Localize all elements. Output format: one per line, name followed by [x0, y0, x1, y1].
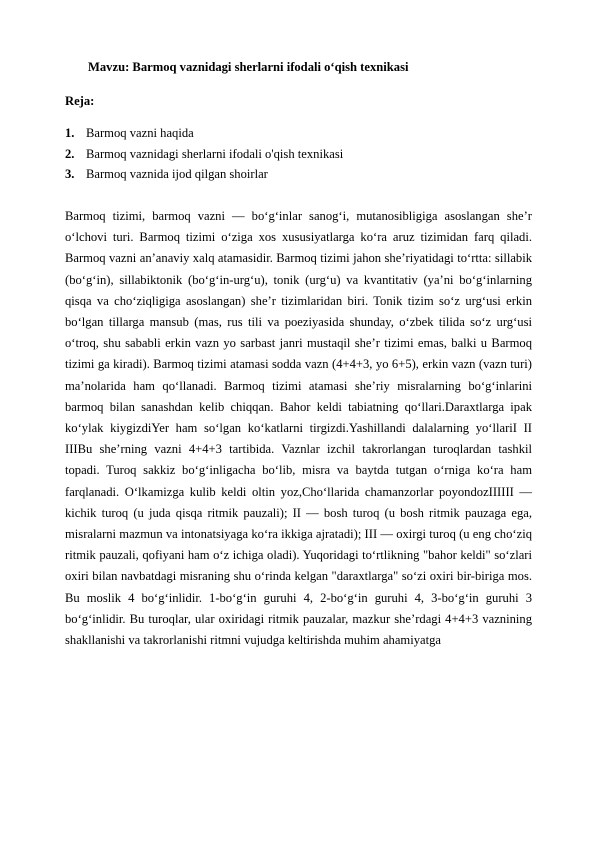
plan-item-text: Barmoq vaznida ijod qilgan shoirlar	[86, 167, 268, 181]
document-title: Mavzu: Barmoq vaznidagi sherlarni ifodali o‘qish texnikasi	[88, 60, 409, 74]
plan-list	[65, 126, 343, 188]
plan-item-number: 1.	[65, 126, 75, 140]
plan-item	[65, 167, 343, 188]
plan-item	[65, 126, 343, 147]
plan-item-number: 2.	[65, 146, 75, 161]
plan-item-number: 3.	[65, 167, 75, 181]
plan-item	[65, 147, 343, 168]
plan-label: Reja:	[65, 94, 95, 108]
body-paragraph: Barmoq tizimi, barmoq vazni — bo‘g‘inlar sanog‘i, mutanosibligiga asoslangan she’r o‘lchovi turi. Barmoq tizimi o‘ziga xos xususiyatlarga ko‘ra aruz tizimidan farq qiladi. Barmoq vazni an’anaviy xalq atamasidir. Barmoq tizimi jahon she’riyatidagi to‘rtta: sillabik (bo‘g‘in), sillabiktonik (bo‘g‘in-urg‘u), tonik (urg‘u) va kvantitativ (ya’ni bo‘g‘inlarning qisqa va cho‘ziqligiga asoslangan) she’r tizimlaridan biri. Tonik tizim so‘z urg‘usi erkin bo‘lgan tillarga mansub (mas, rus tili va poeziyasida shunday, o‘zbek tilida so‘z urg‘usi o‘troq, shu sababli erkin vazn yo sarbast janri mustaqil she’r tizimi emas, balki u Barmoq tizimi ga kiradi). Barmoq tizimi atamasi sodda vazn (4+4+3, yo 6+5), erkin vazn (vazn turi) ma’nolarida ham qo‘llanadi. Barmoq tizimi atamasi she’riy misralarning bo‘g‘inlarini barmoq bilan sanashdan kelib chiqqan. Bahor keldi tabiatning qo‘llari.Daraxtlarga ipak ko‘ylak kiygizdiYer ham so‘lgan ko‘katlarni tirgizdi.Yashillandi dalalarning yo‘llariI II IIIBu she’rning vazni 4+4+3 tartibida. Vaznlar izchil takrorlangan turoqlardan tashkil topadi. Turoq sakkiz bo‘g‘inligacha bo‘lib, misra va baytda tutgan o‘rniga ko‘ra ham farqlanadi. O‘lkamizga kulib keldi oltin yoz,Cho‘llarida chamanzorlar poyondozIIIIII — kichik turoq (u juda qisqa ritmik pauzali); II — bosh turoq (u bosh ritmik pauzaga ega, misralarni mazmun va intonatsiyaga ko‘ra ikkiga ajratadi); III — oxirgi turoq (u eng cho‘ziq ritmik pauzali, qofiyani ham o‘z ichiga oladi). Yuqoridagi to‘rtlikning "bahor keldi" so‘zlari oxiri bilan navbatdagi misraning shu o‘rinda kelgan "daraxtlarga" so‘zi oxiri bir-biriga mos. Bu moslik 4 bo‘g‘inlidir. 1-bo‘g‘in guruhi 4, 2-bo‘g‘in guruhi 4, 3-bo‘g‘in guruhi 3 bo‘g‘inlidir. Bu turoqlar, ular oxiridagi ritmik pauzalar, mazkur she’rdagi 4+4+3 vaznining shakllanishi va takrorlanishi ritmni vujudga keltirishda muhim ahamiyatga	[65, 209, 532, 648]
plan-item-text: Barmoq vaznidagi sherlarni ifodali o'qish texnikasi	[86, 146, 344, 161]
plan-item-text: Barmoq vazni haqida	[86, 126, 194, 140]
